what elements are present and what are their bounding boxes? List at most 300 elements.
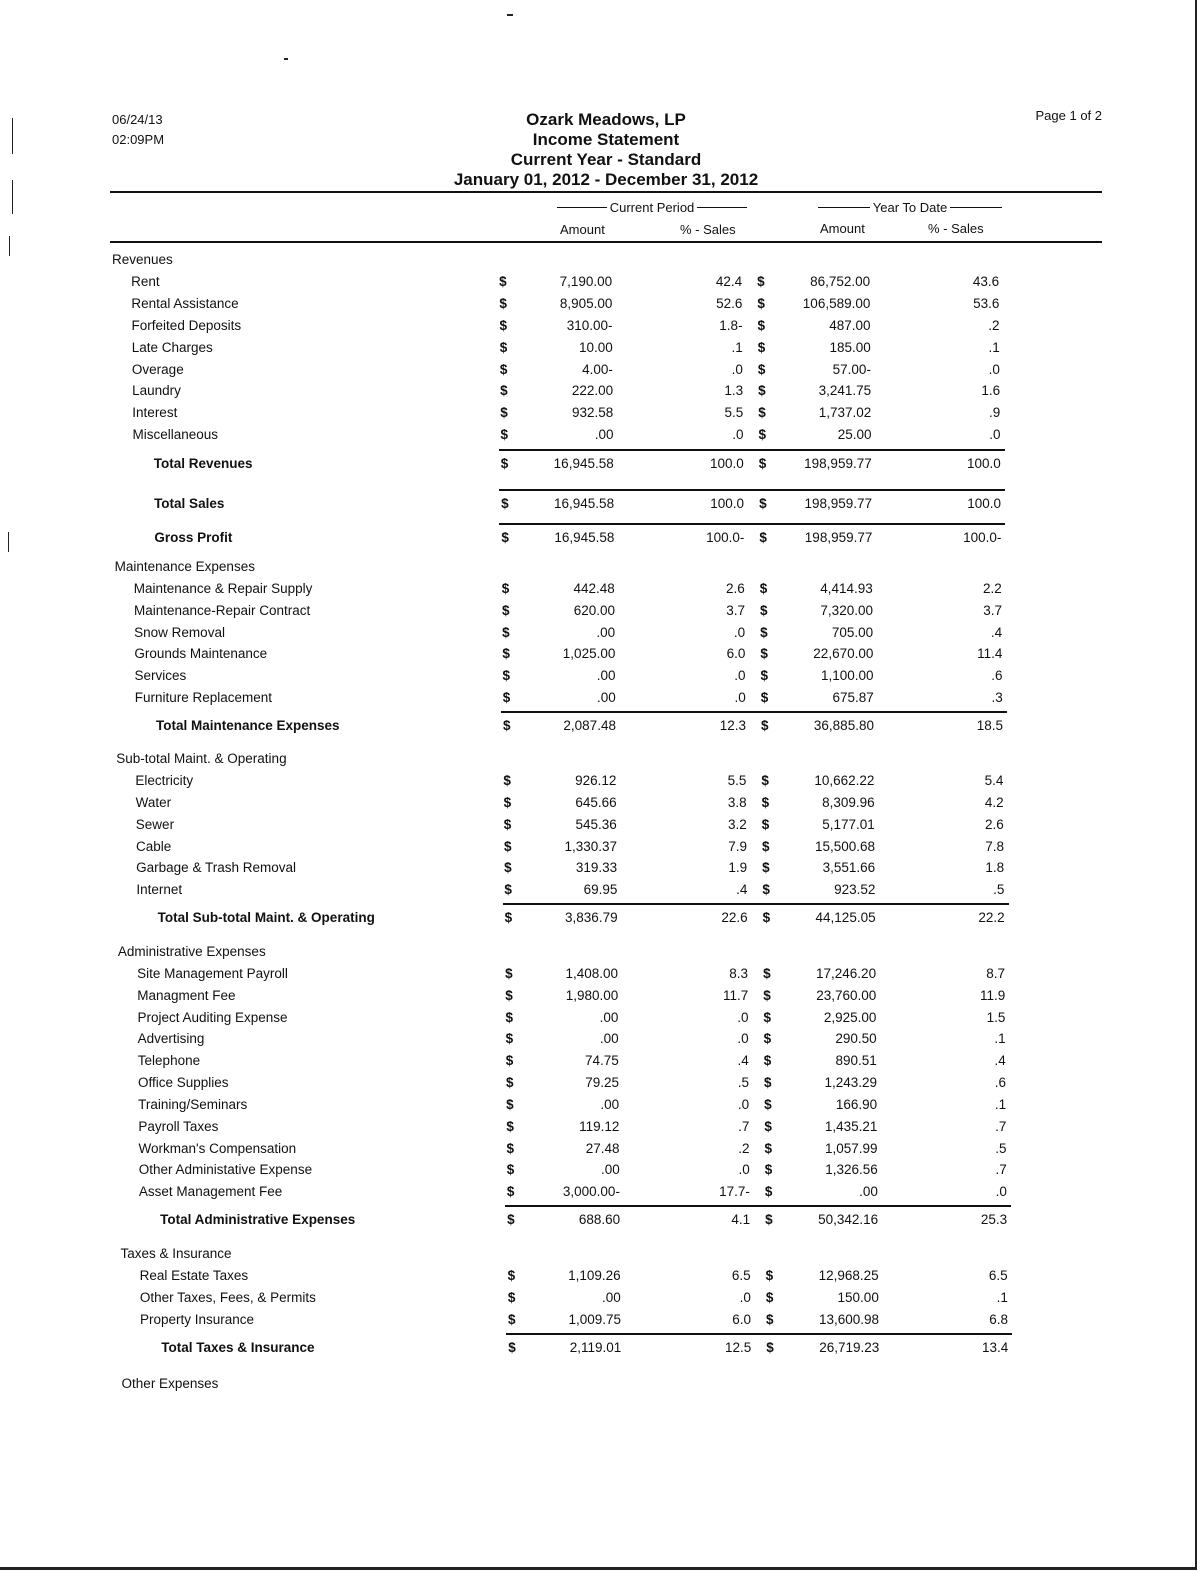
cp-amount: .00: [596, 625, 616, 640]
ytd-currency-symbol: $: [759, 603, 768, 618]
section-heading: [0, 250, 1200, 270]
cp-pct-sales: 6.0: [732, 1312, 752, 1327]
cp-currency-symbol: $: [500, 405, 508, 420]
line-item-label: Furniture Replacement: [134, 690, 273, 705]
cp-pct-sales: .2: [738, 1141, 750, 1156]
line-item-row: [0, 964, 1200, 984]
line-item-row: [0, 623, 1200, 643]
ytd-currency-symbol: $: [760, 690, 769, 705]
cp-pct-sales: 7.9: [728, 839, 747, 854]
line-item-label: Property Insurance: [140, 1312, 255, 1327]
line-item-label: Real Estate Taxes: [139, 1268, 249, 1283]
line-item-row: [0, 338, 1200, 358]
line-item-row: [0, 986, 1200, 1006]
cp-amount: 16,945.58: [553, 456, 614, 471]
cp-currency-symbol: $: [506, 1097, 514, 1112]
ytd-currency-symbol: $: [757, 318, 766, 333]
cp-currency-symbol: $: [503, 817, 512, 832]
ytd-currency-symbol: $: [757, 362, 766, 377]
cp-pct-sales: 12.3: [719, 718, 746, 733]
cp-currency-symbol: $: [502, 690, 511, 705]
total-rule: [499, 489, 1005, 491]
ytd-currency-symbol: $: [758, 383, 766, 398]
line-item-label: Water: [135, 795, 172, 810]
cp-amount: 16,945.58: [554, 530, 615, 545]
line-item-label: Other Taxes, Fees, & Permits: [139, 1290, 316, 1305]
cp-pct-sales: 52.6: [716, 296, 743, 311]
ytd-amount: 44,125.05: [815, 910, 876, 925]
ytd-pct-sales: 3.7: [983, 603, 1002, 618]
cp-pct-sales: 100.0: [709, 456, 744, 471]
ytd-pct-sales: .7: [995, 1162, 1007, 1177]
ytd-amount-header: Amount: [820, 221, 865, 236]
cp-amount: 27.48: [585, 1141, 620, 1156]
scan-speck: [284, 58, 288, 60]
cp-currency-symbol: $: [501, 581, 510, 596]
cp-amount: 545.36: [575, 817, 617, 832]
ytd-amount: 675.87: [832, 690, 874, 705]
line-item-row: [0, 666, 1200, 686]
line-item-label: Telephone: [137, 1053, 201, 1068]
cp-amount: 7,190.00: [559, 274, 613, 289]
ytd-amount: 150.00: [837, 1290, 879, 1305]
line-item-label: Internet: [136, 882, 183, 897]
cp-currency-symbol: $: [499, 296, 507, 311]
total-rule: [505, 1205, 1011, 1207]
cp-currency-symbol: $: [500, 427, 508, 442]
ytd-amount: 198,959.77: [804, 496, 873, 511]
line-item-label: Payroll Taxes: [138, 1119, 219, 1134]
ytd-pct-sales: .2: [988, 318, 1000, 333]
line-item-label: Services: [134, 668, 187, 683]
line-item-row: [0, 688, 1200, 708]
ytd-pct-sales: 100.0: [966, 456, 1001, 471]
ytd-currency-symbol: $: [764, 1141, 773, 1156]
cp-pct-sales: 2.6: [726, 581, 745, 596]
line-item-label: Gross Profit: [154, 530, 233, 545]
cp-pct-sales: 1.3: [724, 383, 744, 398]
ytd-amount: 1,100.00: [820, 668, 874, 683]
ytd-pct-sales: 1.6: [981, 383, 1001, 398]
cp-currency-symbol: $: [500, 456, 509, 471]
ytd-amount: 50,342.16: [818, 1212, 879, 1227]
cp-currency-symbol: $: [507, 1212, 515, 1227]
cp-currency-symbol: $: [506, 1141, 515, 1156]
cp-amount: 3,836.79: [565, 910, 618, 925]
ytd-pct-sales: 5.4: [984, 773, 1004, 788]
cp-amount: .00: [600, 1162, 620, 1177]
cp-currency-symbol: $: [502, 625, 510, 640]
ytd-pct-sales: 4.2: [984, 795, 1004, 810]
line-item-label: Maintenance & Repair Supply: [133, 581, 313, 596]
line-item-label: Electricity: [135, 773, 194, 788]
ytd-amount: 7,320.00: [820, 603, 873, 618]
cp-pct-sales: .0: [737, 1031, 749, 1046]
total-rule: [506, 1333, 1012, 1335]
cp-amount: .00: [596, 690, 616, 705]
cp-pct-sales: .0: [737, 1010, 749, 1025]
ytd-currency-symbol: $: [763, 988, 771, 1003]
ytd-amount: 166.90: [835, 1097, 878, 1112]
cp-amount: .00: [600, 1097, 620, 1112]
ytd-pct-sales: 25.3: [980, 1212, 1008, 1227]
dash-rule: [950, 207, 1002, 208]
report-title: Income Statement: [532, 130, 680, 149]
ytd-pct-sales: .1: [996, 1290, 1008, 1305]
ytd-currency-symbol: $: [761, 839, 770, 854]
total-row: [0, 454, 1200, 474]
cp-currency-symbol: $: [506, 1162, 515, 1177]
ytd-currency-symbol: $: [759, 581, 768, 596]
cp-pct-sales: .0: [739, 1290, 751, 1305]
ytd-currency-symbol: $: [766, 1312, 774, 1327]
line-item-label: Total Administrative Expenses: [160, 1212, 356, 1227]
line-item-row: [0, 1139, 1200, 1159]
ytd-currency-symbol: $: [757, 274, 765, 289]
cp-currency-symbol: $: [508, 1312, 516, 1327]
cp-amount: .00: [602, 1290, 621, 1305]
ytd-currency-symbol: $: [764, 1184, 773, 1199]
cp-amount: 319.33: [575, 860, 618, 875]
ytd-currency-symbol: $: [759, 530, 767, 545]
cp-pct-sales: 11.7: [722, 988, 749, 1003]
total-row: [0, 908, 1200, 928]
cp-currency-symbol: $: [505, 988, 513, 1003]
ytd-amount: 290.50: [835, 1031, 877, 1046]
total-row: [0, 1338, 1200, 1358]
ytd-currency-symbol: $: [759, 496, 767, 511]
cp-pct-sales: 8.3: [729, 966, 749, 981]
ytd-amount: 8,309.96: [822, 795, 875, 810]
ytd-currency-symbol: $: [763, 1031, 772, 1046]
cp-pct-sales: 6.5: [731, 1268, 751, 1283]
cp-currency-symbol: $: [504, 882, 512, 897]
cp-amount: 119.12: [579, 1119, 620, 1134]
ytd-pct-sales: 2.2: [983, 581, 1002, 596]
line-item-label: Forfeited Deposits: [131, 318, 242, 333]
ytd-amount: 3,551.66: [822, 860, 876, 875]
cp-pct-sales: .5: [737, 1075, 749, 1090]
line-item-row: [0, 272, 1200, 292]
section-heading: [0, 749, 1200, 769]
line-item-label: Office Supplies: [137, 1075, 229, 1090]
cp-pct-sales: 4.1: [731, 1212, 751, 1227]
total-row: [0, 1210, 1200, 1230]
ytd-amount: 23,760.00: [816, 988, 877, 1003]
ytd-pct-sales: 11.9: [979, 988, 1006, 1003]
cp-amount: 1,009.75: [568, 1312, 622, 1327]
cp-pct-sales: .0: [734, 690, 746, 705]
ytd-currency-symbol: $: [760, 625, 768, 640]
line-item-row: [0, 294, 1200, 314]
ytd-amount: 13,600.98: [818, 1312, 880, 1327]
cp-pct-sales: 1.9: [728, 860, 748, 875]
section-label: Maintenance Expenses: [114, 559, 255, 574]
line-item-label: Sewer: [135, 817, 175, 832]
cp-pct-sales: 22.6: [721, 910, 748, 925]
ytd-pct-sales: 1.8: [985, 860, 1005, 875]
ytd-pct-sales: .1: [994, 1031, 1006, 1046]
section-label: Revenues: [112, 252, 173, 267]
line-item-label: Laundry: [132, 383, 181, 398]
cp-amount: 1,109.26: [568, 1268, 621, 1283]
ytd-amount: 1,435.21: [824, 1119, 878, 1134]
line-item-row: [0, 793, 1200, 813]
cp-amount: 310.00-: [566, 318, 613, 333]
cp-amount-header: Amount: [560, 222, 605, 237]
cp-amount: 1,330.37: [564, 839, 617, 854]
cp-amount: .00: [594, 427, 614, 442]
cp-currency-symbol: $: [501, 603, 510, 618]
line-item-row: [0, 1008, 1200, 1028]
line-item-label: Other Administative Expense: [138, 1162, 313, 1177]
line-item-row: [0, 425, 1200, 445]
cp-amount: 2,119.01: [569, 1340, 622, 1355]
ytd-currency-symbol: $: [758, 405, 766, 420]
total-row: [0, 494, 1200, 514]
cp-amount: 926.12: [575, 773, 617, 788]
ytd-pct-sales: .0: [989, 427, 1001, 442]
line-item-label: Site Management Payroll: [137, 966, 288, 981]
line-item-label: Rental Assistance: [131, 296, 239, 311]
ytd-currency-symbol: $: [764, 1097, 772, 1112]
cp-currency-symbol: $: [504, 910, 513, 925]
ytd-pct-sales: .9: [989, 405, 1001, 420]
ytd-amount: 26,719.23: [819, 1340, 880, 1355]
line-item-row: [0, 1266, 1200, 1286]
section-label: Sub-total Maint. & Operating: [116, 751, 287, 766]
cp-pct-sales: 17.7-: [719, 1184, 750, 1199]
ytd-pct-sales: .5: [995, 1141, 1007, 1156]
line-item-row: [0, 837, 1200, 857]
cp-pct-sales: 12.5: [724, 1340, 752, 1355]
line-item-label: Project Auditing Expense: [137, 1010, 288, 1025]
cp-currency-symbol: $: [499, 318, 508, 333]
cp-pct-sales: .4: [737, 1053, 749, 1068]
ytd-amount: 17,246.20: [816, 966, 877, 981]
ytd-currency-symbol: $: [766, 1340, 774, 1355]
line-item-label: Asset Management Fee: [138, 1184, 283, 1199]
total-rule: [499, 523, 1005, 525]
cp-amount: .00: [599, 1031, 619, 1046]
cp-amount: 442.48: [573, 581, 615, 596]
line-item-row: [0, 880, 1200, 900]
cp-currency-symbol: $: [507, 1290, 516, 1305]
company-name: Ozark Meadows, LP: [526, 110, 686, 129]
ytd-amount: 86,752.00: [810, 274, 871, 289]
ytd-pct-sales: 2.6: [985, 817, 1004, 832]
line-item-label: Total Maintenance Expenses: [155, 718, 340, 733]
ytd-amount: 25.00: [837, 427, 872, 442]
cp-pct-sales: 100.0: [710, 496, 745, 511]
current-period-heading: [557, 200, 747, 215]
cp-amount: 1,980.00: [565, 988, 619, 1003]
cp-currency-symbol: $: [503, 795, 512, 810]
cp-pct-sales: .1: [731, 340, 743, 355]
line-item-row: [0, 381, 1200, 401]
ytd-amount: 12,968.25: [818, 1268, 879, 1283]
cp-currency-symbol: $: [505, 966, 513, 981]
report-date: 06/24/13: [112, 112, 163, 127]
line-item-label: Cable: [135, 839, 172, 854]
line-item-row: [0, 1160, 1200, 1180]
line-item-row: [0, 601, 1200, 621]
cp-currency-symbol: $: [505, 1031, 514, 1046]
line-item-row: [0, 1051, 1200, 1071]
cp-currency-symbol: $: [502, 668, 511, 683]
scan-speck: [12, 180, 13, 214]
line-item-row: [0, 1095, 1200, 1115]
ytd-currency-symbol: $: [762, 860, 770, 875]
ytd-amount: 5,177.01: [822, 817, 875, 832]
cp-pct-sales: .0: [733, 625, 746, 640]
cp-amount: 4.00-: [582, 362, 613, 377]
cp-currency-symbol: $: [506, 1184, 515, 1199]
line-item-label: Training/Seminars: [138, 1097, 248, 1112]
cp-currency-symbol: $: [502, 718, 511, 733]
ytd-amount: 1,057.99: [825, 1141, 878, 1156]
ytd-currency-symbol: $: [758, 456, 767, 471]
line-item-label: Total Revenues: [153, 456, 253, 471]
line-item-row: [0, 1117, 1200, 1137]
cp-pct-sales: 3.2: [728, 817, 747, 832]
line-item-label: Overage: [131, 362, 184, 377]
current-period-label: Current Period: [609, 200, 695, 215]
line-item-row: [0, 858, 1200, 878]
ytd-currency-symbol: $: [765, 1268, 774, 1283]
ytd-currency-symbol: $: [760, 718, 769, 733]
report-date-range: January 01, 2012 - December 31, 2012: [453, 170, 759, 189]
line-item-label: Late Charges: [131, 340, 213, 355]
ytd-currency-symbol: $: [758, 427, 766, 442]
line-item-label: Miscellaneous: [132, 427, 219, 442]
line-item-row: [0, 1182, 1200, 1202]
cp-amount: .00: [596, 668, 616, 683]
line-item-row: [0, 644, 1200, 664]
scan-speck: [12, 118, 13, 154]
cp-amount: 69.95: [583, 882, 618, 897]
ytd-currency-symbol: $: [765, 1212, 773, 1227]
ytd-pct-sales: 1.5: [986, 1010, 1006, 1025]
line-item-label: Total Taxes & Insurance: [161, 1340, 315, 1355]
line-item-row: [0, 771, 1200, 791]
cp-pct-sales: 3.7: [726, 603, 745, 618]
ytd-currency-symbol: $: [757, 340, 766, 355]
cp-pct-sales: 5.5: [724, 405, 744, 420]
year-to-date-heading: [818, 200, 1002, 215]
line-item-label: Garbage & Trash Removal: [136, 860, 296, 875]
cp-pct-sales: .0: [738, 1162, 750, 1177]
ytd-pct-sales: 6.5: [988, 1268, 1008, 1283]
cp-currency-symbol: $: [508, 1340, 516, 1355]
ytd-pct-sales: .4: [994, 1053, 1006, 1068]
cp-pct-sales: 6.0: [726, 646, 746, 661]
cp-amount: 3,000.00-: [562, 1184, 620, 1199]
ytd-amount: 2,925.00: [823, 1010, 877, 1025]
dash-rule: [697, 207, 747, 208]
cp-currency-symbol: $: [501, 530, 509, 545]
ytd-pct-sales: 8.7: [986, 966, 1006, 981]
ytd-amount: .00: [859, 1184, 878, 1199]
ytd-currency-symbol: $: [761, 773, 769, 788]
line-item-label: Snow Removal: [134, 625, 225, 640]
ytd-pct-sales: 7.8: [985, 839, 1004, 854]
ytd-pct-sales: 22.2: [978, 910, 1005, 925]
ytd-pct-sales: .6: [994, 1075, 1006, 1090]
total-rule: [501, 711, 1007, 713]
ytd-amount: 4,414.93: [820, 581, 873, 596]
header-rule-bottom: [110, 241, 1102, 243]
line-item-row: [0, 1073, 1200, 1093]
cp-amount: 79.25: [585, 1075, 619, 1090]
ytd-pct-sales: .0: [988, 362, 1000, 377]
ytd-amount: 487.00: [829, 318, 871, 333]
ytd-amount: 185.00: [829, 340, 871, 355]
ytd-pct-sales: .3: [991, 690, 1003, 705]
total-row: [0, 528, 1200, 548]
ytd-currency-symbol: $: [762, 882, 770, 897]
line-item-label: Grounds Maintenance: [134, 646, 268, 661]
ytd-amount: 106,589.00: [802, 296, 871, 311]
ytd-currency-symbol: $: [760, 668, 769, 683]
line-item-label: Workman's Compensation: [138, 1141, 297, 1156]
cp-pct-sales: 42.4: [715, 274, 743, 289]
cp-currency-symbol: $: [499, 340, 508, 355]
ytd-amount: 10,662.22: [814, 773, 875, 788]
total-rule: [499, 449, 1005, 451]
line-item-label: Rent: [131, 274, 160, 289]
section-label: Taxes & Insurance: [120, 1246, 232, 1261]
ytd-currency-symbol: $: [757, 296, 765, 311]
cp-amount: 16,945.58: [554, 496, 615, 511]
report-timestamp: [112, 110, 164, 150]
cp-currency-symbol: $: [505, 1053, 514, 1068]
line-item-label: Total Sales: [154, 496, 225, 511]
cp-amount: 8,905.00: [559, 296, 613, 311]
ytd-pct-sales: 13.4: [981, 1340, 1009, 1355]
ytd-pct-sales: 100.0: [967, 496, 1002, 511]
cp-currency-symbol: $: [505, 1075, 514, 1090]
header-rule-top: [110, 191, 1102, 193]
cp-currency-symbol: $: [499, 362, 508, 377]
ytd-currency-symbol: $: [763, 1075, 772, 1090]
cp-pct-sales: .0: [732, 427, 744, 442]
line-item-row: [0, 1288, 1200, 1308]
line-item-row: [0, 1029, 1200, 1049]
ytd-pct-sales: 100.0-: [963, 530, 1002, 545]
ytd-pct-sales: 11.4: [977, 646, 1003, 661]
ytd-amount: 22,670.00: [813, 646, 874, 661]
cp-currency-symbol: $: [502, 646, 510, 661]
page-number: Page 1 of 2: [1035, 108, 1102, 123]
ytd-pct-sales: .5: [993, 882, 1005, 897]
section-heading: [0, 557, 1200, 577]
ytd-currency-symbol: $: [764, 1162, 773, 1177]
ytd-currency-symbol: $: [760, 646, 768, 661]
cp-pct-sales: .0: [731, 362, 743, 377]
ytd-amount: 1,737.02: [818, 405, 872, 420]
ytd-amount: 15,500.68: [814, 839, 875, 854]
line-item-row: [0, 1310, 1200, 1330]
cp-currency-symbol: $: [500, 383, 508, 398]
ytd-currency-symbol: $: [763, 1010, 771, 1025]
ytd-amount: 923.52: [834, 882, 876, 897]
cp-pct-sales: 1.8-: [719, 318, 743, 333]
cp-pct-sales: .4: [736, 882, 748, 897]
ytd-pct-sales: 43.6: [972, 274, 1000, 289]
ytd-amount: 1,326.56: [825, 1162, 878, 1177]
total-rule: [503, 903, 1009, 905]
